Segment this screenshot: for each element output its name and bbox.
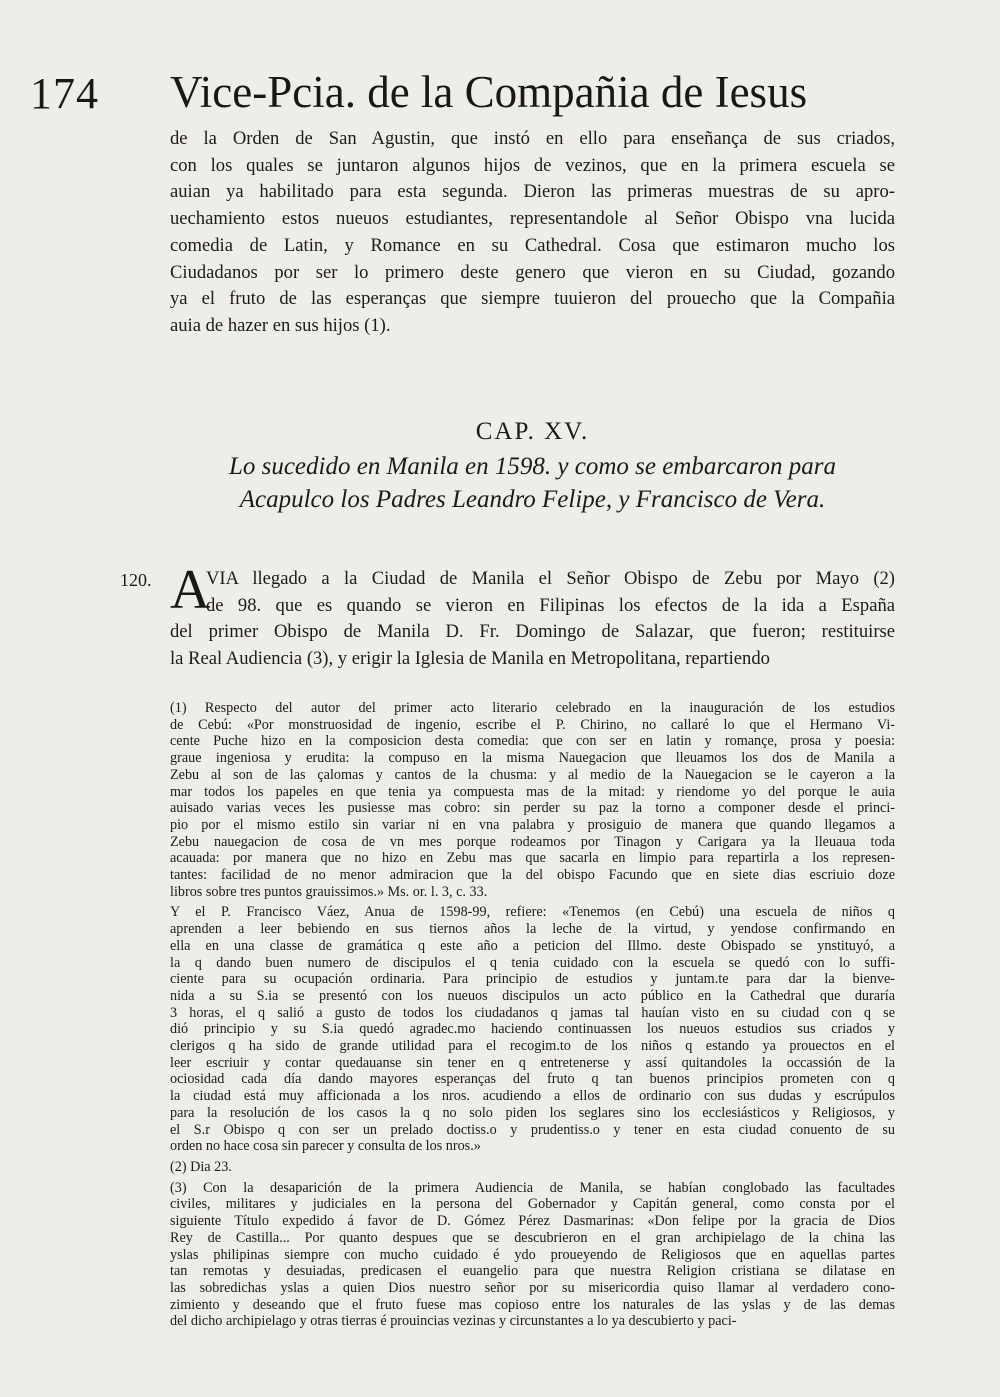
footnote-line: (1) Respecto del autor del primer acto literario celebrado en la inauguración de los estudios (170, 700, 895, 716)
footnote-line: graue ingeniosa y erudita: la compuso en la misma Nauegacion que lleuamos los dos de Manila a (170, 750, 895, 767)
footnote-line: mar todos los papeles en que tenia ya compuesta mas de la mitad: y riendome yo del porque le auia (170, 783, 895, 800)
footnote-line: pio por el mismo estilo sin variar ni en vna palabra y prosiguio de manera que quando llegamos a (170, 816, 895, 833)
footnote-line: orden no hace cosa sin parecer y consulta de los nros.» (170, 1138, 481, 1155)
footnote-line: de Cebú: «Por monstruosidad de ingenio, escribe el P. Chirino, no callaré lo que el Hermano Vi- (170, 716, 895, 733)
footnote-line: Zebu al son de las çalomas y cantos de la chusma: y al medio de la Nauegacion se le cayeron a la (170, 766, 895, 783)
paragraph-line: VIA llegado a la Ciudad de Manila el Señor Obispo de Zebu por Mayo (2) (206, 568, 895, 589)
paragraph-line: uechamiento estos nueuos estudiantes, representandole al Señor Obispo vna lucida (170, 208, 895, 230)
footnote-line: yslas philipinas siempre con mucho cuidado é ydo proueyendo de Religiosos que en aquellas partes (170, 1246, 895, 1263)
page-number: 174 (30, 69, 99, 118)
footnote-line: cente Puche hizo en la composicion desta comedia: que con ser en latin y romançe, prosa y poesia: (170, 733, 895, 750)
footnote-line: para la resolución de los casos la q no solo piden los seglares sino los ecclesiásticos y Religiosos, y (170, 1104, 895, 1121)
footnote-line: acauada: por manera que no hizo en Zebu mas que sacarla en limpio para repartirla a los represen- (170, 850, 895, 867)
footnote-line: Zebu nauegacion de cosa de vn mes porque rodeamos por Tinagon y Carigara ya la lleuaua toda (170, 833, 895, 850)
running-title: Vice-Pcia. de la Compañia de Iesus (170, 67, 808, 117)
footnote-line: civiles, militares y judiciales en la persona del Gobernador y Capitán general, como consta por el (170, 1196, 895, 1213)
footnote-2: (2) Dia 23. (170, 1158, 232, 1175)
chapter-subtitle-line-1: Lo sucedido en Manila en 1598. y como se embarcaron para (228, 453, 837, 480)
footnote-line: del dicho archipielago y otras tierras é prouincias vezinas y circunstantes a lo ya descubierto y paci- (170, 1313, 737, 1330)
drop-cap: A (170, 559, 211, 621)
footnote-line: auisado varias veces les pusiesse mas cobro: sin perder su paz la torno a componer desde el princi- (170, 800, 895, 817)
paragraph-line: auian ya habilitado para esta segunda. Dieron las primeras muestras de su apro- (170, 181, 895, 203)
footnote-line: (3) Con la desaparición de la primera Audiencia de Manila, se habían conglobado las facultades (170, 1179, 895, 1196)
paragraph-line: auia de hazer en sus hijos (1). (170, 314, 391, 336)
footnote-line: Rey de Castilla... Por quanto despues que se descubrieron en el gran archipielago de la china las (170, 1229, 895, 1246)
footnote-1 (170, 700, 895, 900)
footnote-line: leer escriuir y contar quedauanse sin tener en q entretenerse y assí quitandoles la occassión de la (170, 1054, 895, 1071)
paragraph-line: ya el fruto de las esperanças que siempre tuuieron del prouecho que la Compañia (170, 288, 895, 310)
footnote-line: ella en una classe de gramática q este año a peticion del Illmo. deste Obispado se ynstituyó, a (170, 937, 895, 954)
footnote-line: la ciudad está muy afficionada a los nros. acudiendo a ellos de ordinario con sus dudas y escrúpulos (170, 1088, 895, 1105)
footnote-line: nida a su S.ia se presentó con los nueuos discipulos un acto público en la Cathedral que duraría (170, 987, 895, 1004)
chapter-subtitle (170, 450, 895, 516)
footnote-line: la q dando buen numero de discipulos el q tenia cuidado con la escuela se quedó con lo suffi- (170, 954, 895, 971)
footnote-line: 3 horas, el q salió a gusto de todos los ciudadanos q jamas tal hauían visto en su ciudad con q se (170, 1004, 895, 1021)
footnote-line: tan remotas y desuiadas, predicasen el euangelio para que nuestra Religion cristiana se dilatase en (170, 1263, 895, 1280)
paragraph-2 (170, 566, 895, 673)
footnote-3 (170, 1180, 895, 1330)
paragraph-line: Ciudadanos por ser lo primero deste genero que vieron en su Ciudad, gozando (170, 261, 895, 283)
footnote-line: libros sobre tres puntos grauissimos.» Ms. or. l. 3, c. 33. (170, 883, 488, 900)
paragraph-line: del primer Obispo de Manila D. Fr. Domingo de Salazar, que fueron; restituirse (170, 621, 895, 643)
footnote-line: zimiento y deseando que el fruto fuese mas copioso entre los naturales de las yslas y de las demas (170, 1296, 895, 1313)
paragraph-line: comedia de Latin, y Romance en su Cathedral. Cosa que estimaron mucho los (170, 234, 895, 256)
footnote-1-continued (170, 904, 895, 1155)
footnote-line: Y el P. Francisco Váez, Anua de 1598-99, refiere: «Tenemos (en Cebú) una escuela de niños q (170, 904, 895, 921)
paragraph-line: de 98. que es quando se vieron en Filipinas los efectos de la ida a España (206, 594, 895, 616)
chapter-heading: CAP. XV. (475, 418, 590, 445)
paragraph-line: de la Orden de San Agustin, que instó en ello para enseñança de sus criados, (170, 128, 895, 149)
margin-paragraph-number: 120. (120, 570, 152, 590)
footnote-line: tantes: facilidad de no menor admiracion que la del obispo Facundo que en siete dias escriuio doze (170, 867, 895, 884)
footnote-line: siguiente Título expedido á favor de D. Gómez Pérez Dasmarinas: «Don felipe por la gracia de Dios (170, 1213, 895, 1230)
footnote-line: ciente para su ocupación ordinaria. Para principio de estudios y juntam.te para dar la bienve- (170, 971, 895, 988)
footnote-line: clerigos q ha sido de grande utilidad para el recogim.to de los niños q estando ya prouectos en el (170, 1038, 895, 1055)
footnotes (170, 700, 895, 1334)
chapter-subtitle-line-2: Acapulco los Padres Leandro Felipe, y Francisco de Vera. (239, 486, 826, 513)
footnote-line: las sobredichas yslas a quien Dios nuestro señor por su misericordia quiso llamar al verdadero cono- (170, 1279, 895, 1296)
footnote-line: el S.r Obispo q con ser un prelado doctiss.o y prudentiss.o y tener en esta ciudad conuento de su (170, 1121, 895, 1138)
footnote-line: ociosidad cada día dando mayores esperanças del fruto q tan buenos principios prometen con q (170, 1071, 895, 1088)
paragraph-line: la Real Audiencia (3), y erigir la Iglesia de Manila en Metropolitana, repartiendo (170, 648, 770, 670)
paragraph-line: con los quales se juntaron algunos hijos de vezinos, que en la primera escuela se (170, 154, 895, 176)
footnote-line: aprenden a leer bebiendo en sus tiernos años la leche de la virtud, y yendose confirmando en (170, 921, 895, 938)
footnote-line: dió principio y su S.ia quedó agradec.mo haciendo continuassen los nueuos estudios sus criados y (170, 1021, 895, 1038)
paragraph-1 (170, 126, 895, 340)
